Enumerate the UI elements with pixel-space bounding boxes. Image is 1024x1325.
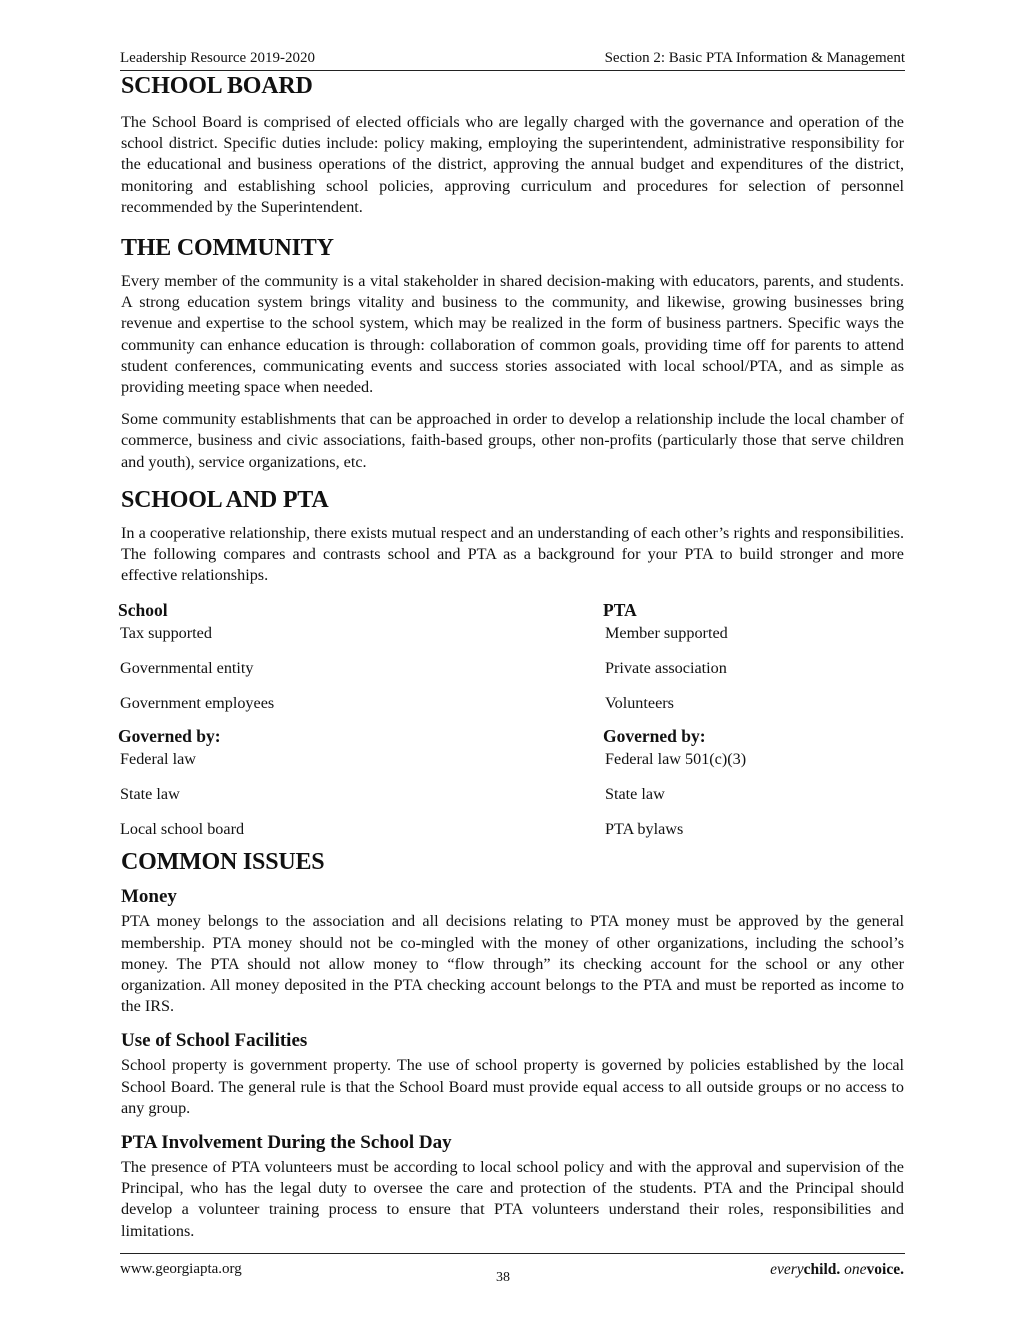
footer-divider <box>120 1253 905 1254</box>
school-board-paragraph: The School Board is comprised of elected officials who are legally charged with the governance and operation of the school district. Specific duties include: policy making, employing the superintendent, administrative responsibility for the educational and business operations of the district, approving the annual budget and expenditures of the district, monitoring and establishing school policies, approving curriculum and procedures for selection of personnel recommended by the Superintendent. <box>121 113 904 216</box>
involvement-subheading: PTA Involvement During the School Day <box>121 1132 452 1154</box>
school-item: Tax supported <box>120 624 212 643</box>
pta-item: Private association <box>605 659 727 678</box>
school-pta-comparison <box>118 600 904 839</box>
tagline-voice: voice. <box>866 1261 904 1278</box>
school-board-heading: SCHOOL BOARD <box>121 73 313 99</box>
pta-governed-item: State law <box>605 785 665 804</box>
tagline-child: child. <box>803 1261 841 1278</box>
school-governed-item: Federal law <box>120 750 196 769</box>
tagline-one: one <box>844 1261 867 1278</box>
page-header <box>120 50 905 71</box>
school-column-heading: School <box>118 600 168 621</box>
school-governed-item: State law <box>120 785 180 804</box>
school-pta-heading: SCHOOL AND PTA <box>121 486 329 513</box>
school-governed-heading: Governed by: <box>118 726 221 747</box>
school-column <box>118 600 274 853</box>
pta-item: Member supported <box>605 624 728 643</box>
pta-governed-item: PTA bylaws <box>605 820 684 839</box>
facilities-paragraph: School property is government property. The use of school property is governed by policies established by the local School Board. The general rule is that the School Board must provide equal access to all outside groups or no access to any group. <box>121 1056 904 1117</box>
money-paragraph: PTA money belongs to the association and all decisions relating to PTA money must be approved by the general membership. PTA money should not be co-mingled with the money of other organizations, including the school’s money. The PTA should not allow money to “flow through” its checking account for the school or any other organization. All money deposited in the PTA checking account belongs to the PTA and must be reported as income to the IRS. <box>121 912 904 1016</box>
pta-column-heading: PTA <box>603 600 637 621</box>
pta-column <box>603 600 746 853</box>
page-content <box>118 72 904 1242</box>
school-governed-item: Local school board <box>120 820 245 839</box>
footer-website: www.georgiapta.org <box>120 1261 242 1277</box>
involvement-paragraph: The presence of PTA volunteers must be according to local school policy and with the approval and supervision of the Principal, who has the legal duty to oversee the care and protection of the students. PTA and the Principal should develop a volunteer training process to ensure that PTA volunteers understand their roles, responsibilities and limitations. <box>121 1158 904 1240</box>
pta-governed-item: Federal law 501(c)(3) <box>605 750 747 769</box>
footer-tagline <box>770 1261 904 1279</box>
header-section-title: Section 2: Basic PTA Information & Management <box>604 50 905 66</box>
facilities-subheading: Use of School Facilities <box>121 1030 308 1052</box>
pta-governed-heading: Governed by: <box>603 726 706 747</box>
tagline-every: every <box>770 1261 804 1278</box>
page-number: 38 <box>496 1270 510 1285</box>
school-pta-paragraph: In a cooperative relationship, there exists mutual respect and an understanding of each other’s rights and responsibilities. The following compares and contrasts school and PTA as a background for your PTA to build stronger and more effective relationships. <box>121 523 904 585</box>
school-item: Government employees <box>120 694 275 713</box>
community-paragraph-1: Every member of the community is a vital stakeholder in shared decision-making with educators, parents, and students. A strong education system brings vitality and business to the community, and likewise, growing businesses bring revenue and expertise to the school system, which may be realized in the form of business partners. Specific ways the community can enhance education is through: collaboration of common goals, providing time off for parents to attend student conferences, communicating events and success stories associated with local school/PTA, and as simple as providing meeting space when needed. <box>121 272 904 397</box>
community-heading: THE COMMUNITY <box>121 235 334 262</box>
money-subheading: Money <box>121 886 177 908</box>
pta-item: Volunteers <box>605 694 674 713</box>
school-item: Governmental entity <box>120 659 254 678</box>
community-paragraph-2: Some community establishments that can be approached in order to develop a relationship include the local chamber of commerce, business and civic associations, faith-based groups, other non-profits (particularly those that serve children and youth), service organizations, etc. <box>121 410 904 471</box>
header-resource-title: Leadership Resource 2019-2020 <box>120 50 315 66</box>
common-issues-heading: COMMON ISSUES <box>121 849 325 876</box>
